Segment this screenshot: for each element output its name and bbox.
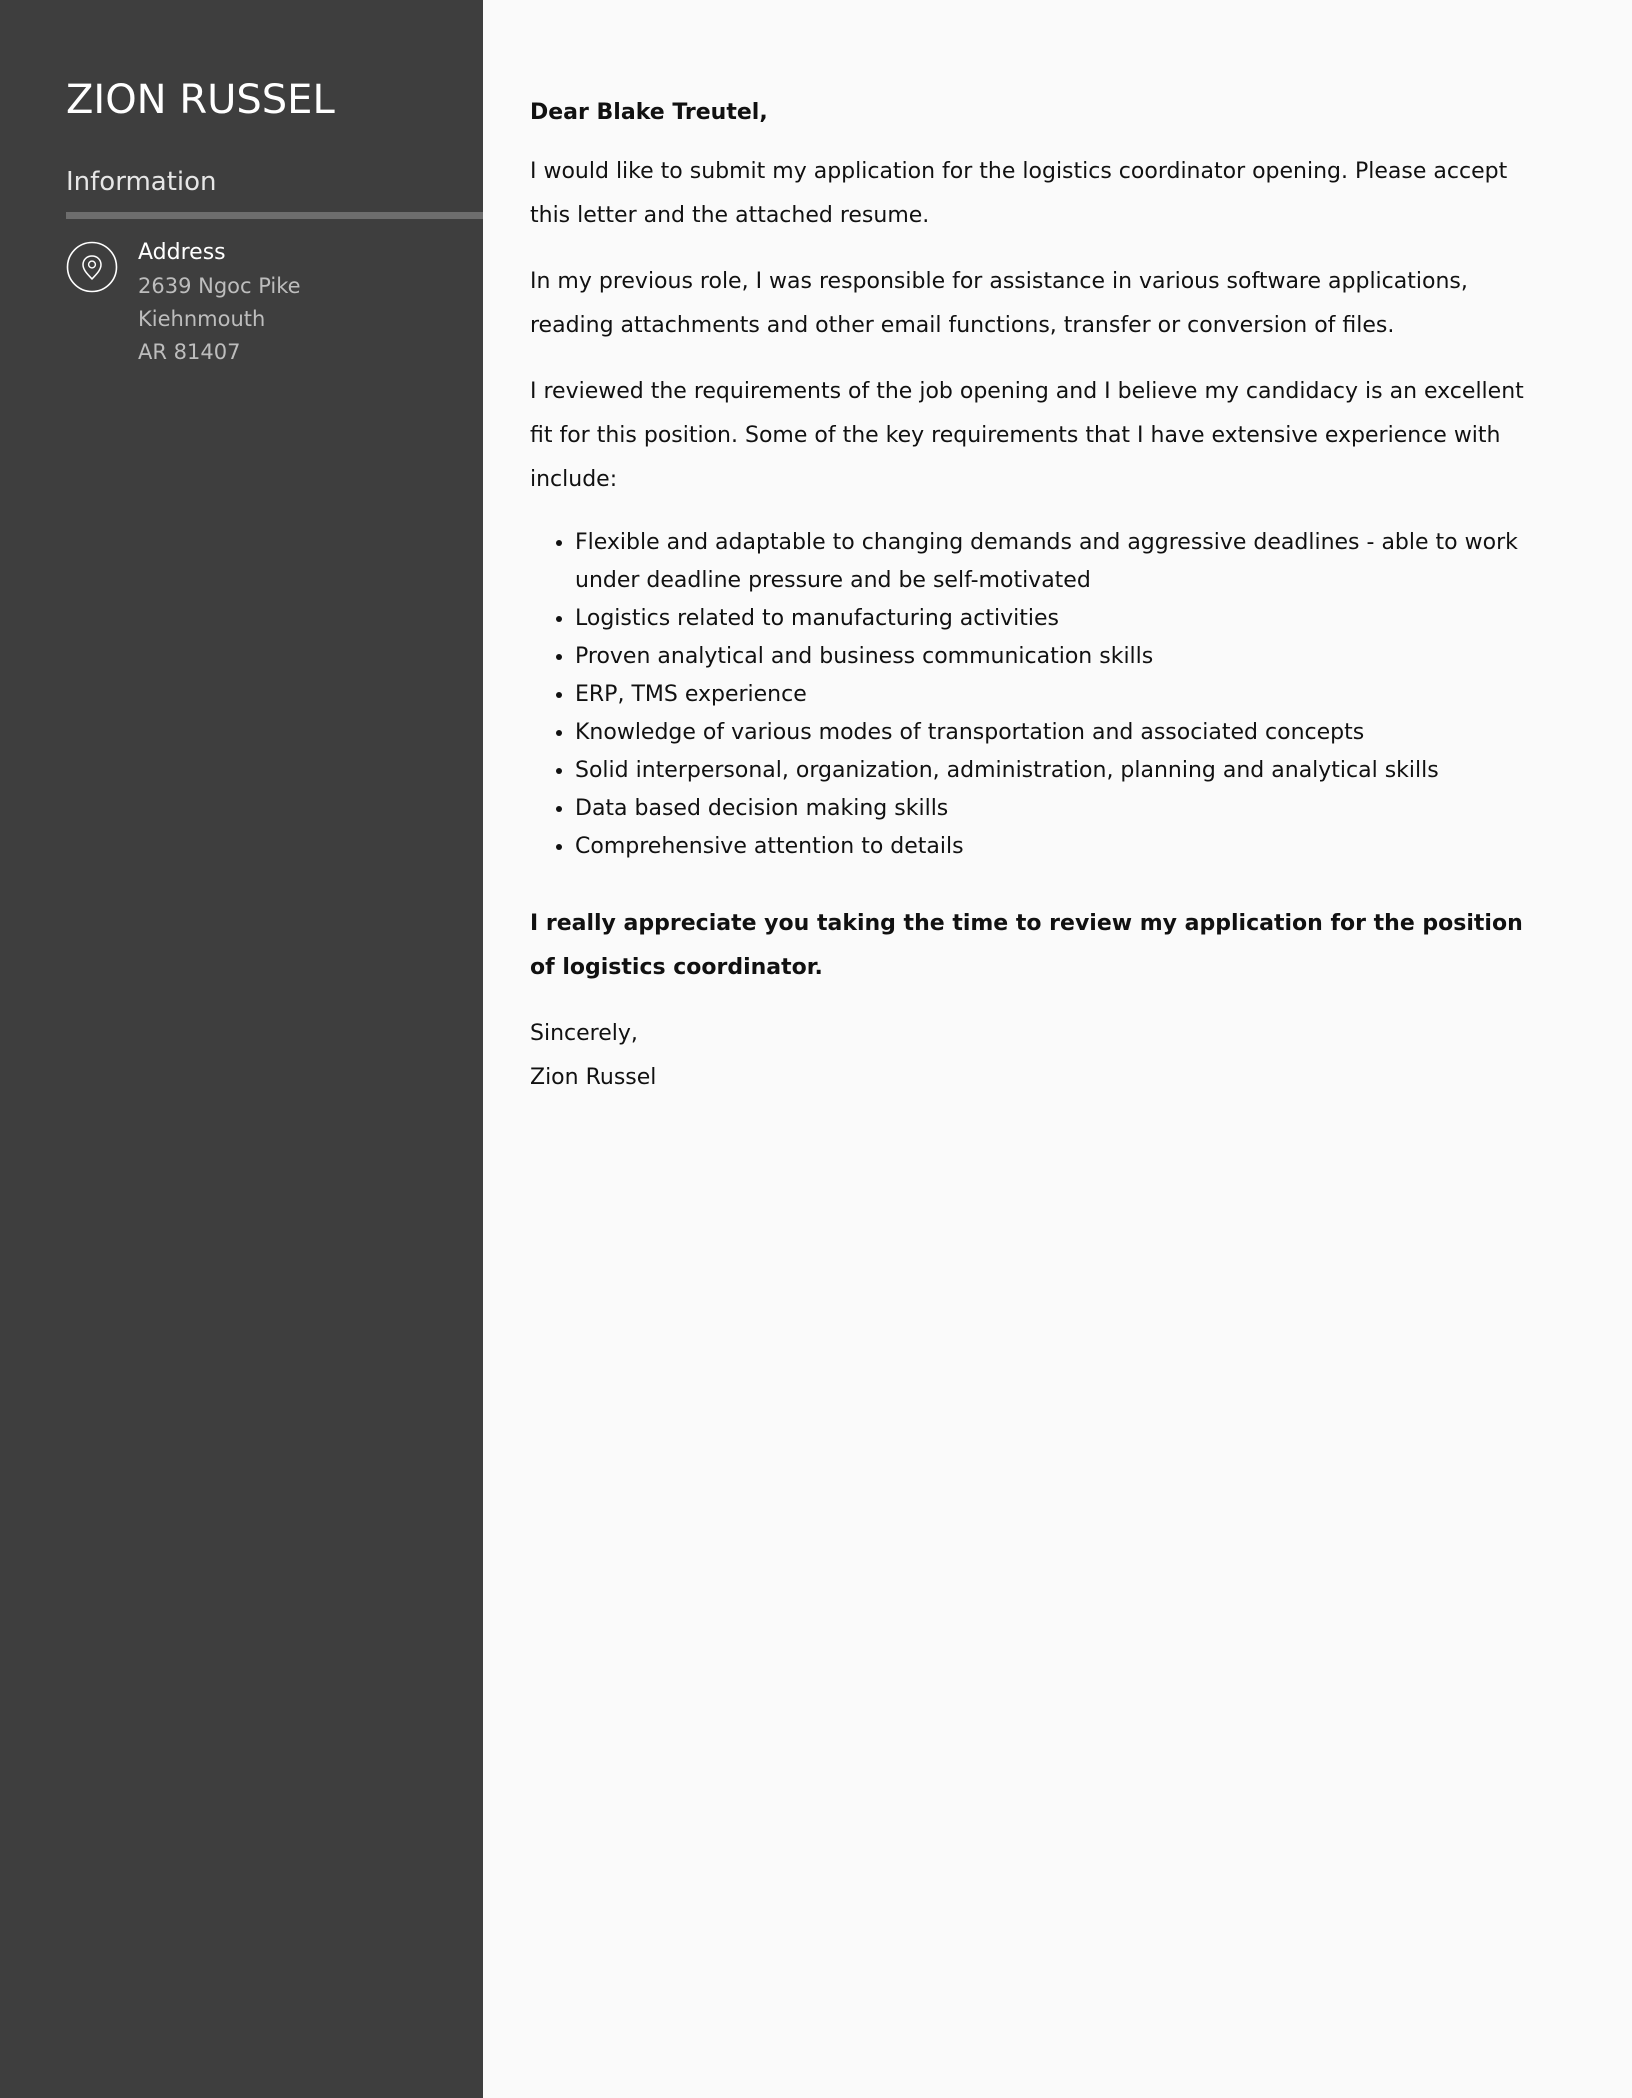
sidebar [0, 0, 483, 2098]
address-line-city: Kiehnmouth [138, 307, 266, 331]
list-item: • Logistics related to manufacturing activities [575, 600, 1542, 638]
requirements-list [530, 524, 1542, 866]
information-heading: Information [66, 167, 217, 197]
closing-paragraph: I really appreciate you taking the time to review my application for the position of logistics coordinator. [530, 911, 1523, 980]
address-label: Address [138, 240, 226, 265]
address-lines [138, 270, 301, 369]
list-item: • Data based decision making skills [575, 790, 1542, 828]
paragraph-requirements: I reviewed the requirements of the job opening and I believe my candidacy is an excellent fit for this position. Some of the key requirements that I have extensive experience with include: [530, 379, 1524, 492]
address-line-street: 2639 Ngoc Pike [138, 274, 301, 298]
paragraph-intro: I would like to submit my application for the logistics coordinator opening. Please accept this letter and the attached resume. [530, 159, 1508, 228]
paragraph-previous-role: In my previous role, I was responsible for assistance in various software applications, reading attachments and other email functions, transfer or conversion of files. [530, 269, 1468, 338]
list-item: • Comprehensive attention to details [575, 828, 1542, 866]
list-item: • Flexible and adaptable to changing demands and aggressive deadlines - able to work under deadline pressure and be self-motivated [575, 524, 1542, 600]
location-pin-icon [66, 241, 118, 293]
information-divider [66, 212, 483, 219]
list-item: • Proven analytical and business communication skills [575, 638, 1542, 676]
address-line-state-zip: AR 81407 [138, 340, 241, 364]
list-item: • Solid interpersonal, organization, administration, planning and analytical skills [575, 752, 1542, 790]
signature-name: Zion Russel [530, 1065, 657, 1090]
list-item: • Knowledge of various modes of transportation and associated concepts [575, 714, 1542, 752]
candidate-name: ZION RUSSEL [66, 77, 335, 123]
letter-body [530, 92, 1542, 1100]
sign-off: Sincerely, [530, 1021, 638, 1046]
list-item: • ERP, TMS experience [575, 676, 1542, 714]
salutation: Dear Blake Treutel, [530, 100, 768, 125]
